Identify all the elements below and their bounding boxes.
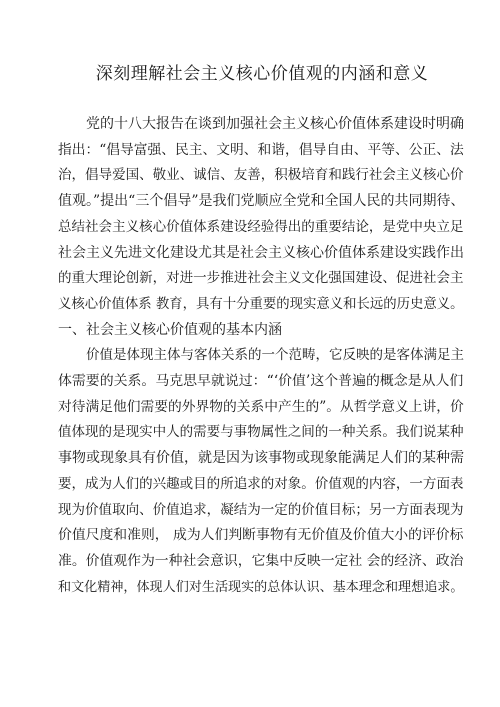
text-line: 党的十八大报告在谈到加强社会主义核心价值体系建设时明确 [86,116,464,132]
text-line: 和文化精神，体现人们对生活现实的总体认识、基本理念和理想追求。 [58,579,464,595]
text-line: 治，倡导爱国、敬业、诚信、友善，积极培育和践行社会主义核心价 [58,167,464,184]
text-line: 现为价值取向、价值追求，凝结为一定的价值目标；另一方面表现为 [58,501,464,518]
text-line: 要，成为人们的兴趣或目的所追求的对象。价值观的内容，一方面表 [58,475,464,492]
text-line: 值体现的是现实中人的需要与事物属性之间的一种关系。我们说某种 [58,424,464,441]
section-heading: 一、社会主义核心价值观的基本内涵 [58,321,282,338]
text-line: 体需要的关系。马克思早就说过：“‘价值’这个普遍的概念是从人们 [58,373,464,390]
text-line: 总结社会主义核心价值体系建设经验得出的重要结论，是党中央立足 [58,218,464,235]
text-line: 值观。”提出“三个倡导”是我们党顺应全党和全国人民的共同期待、 [58,193,465,210]
text-line: 价值是体现主体与客体关系的一个范畴，它反映的是客体满足主 [86,347,464,364]
text-line: 对待满足他们需要的外界物的关系中产生的”。从哲学意义上讲，价 [58,398,464,415]
text-line: 的重大理论创新，对进一步推进社会主义文化强国建设、促进社会主 [58,270,464,287]
text-line: 义核心价值体系 教育，具有十分重要的现实意义和长远的历史意义。 [58,296,464,312]
text-line: 社会主义先进文化建设尤其是社会主义核心价值体系建设实践作出 [58,244,464,261]
paragraph-intro [58,112,466,318]
text-line: 指出：“倡导富强、民主、文明、和谐，倡导自由、平等、公正、法 [58,141,464,158]
document-title: 深刻理解社会主义核心价值观的内涵和意义 [95,64,429,84]
paragraph-value-definition [58,343,466,600]
text-line: 事物或现象具有价值，就是因为该事物或现象能满足人们的某种需 [58,450,464,467]
text-line: 准。价值观作为一种社会意识，它集中反映一定社 会的经济、政治 [58,552,464,569]
text-line: 价值尺度和准则， 成为人们判断事物有无价值及价值大小的评价标 [58,527,464,544]
